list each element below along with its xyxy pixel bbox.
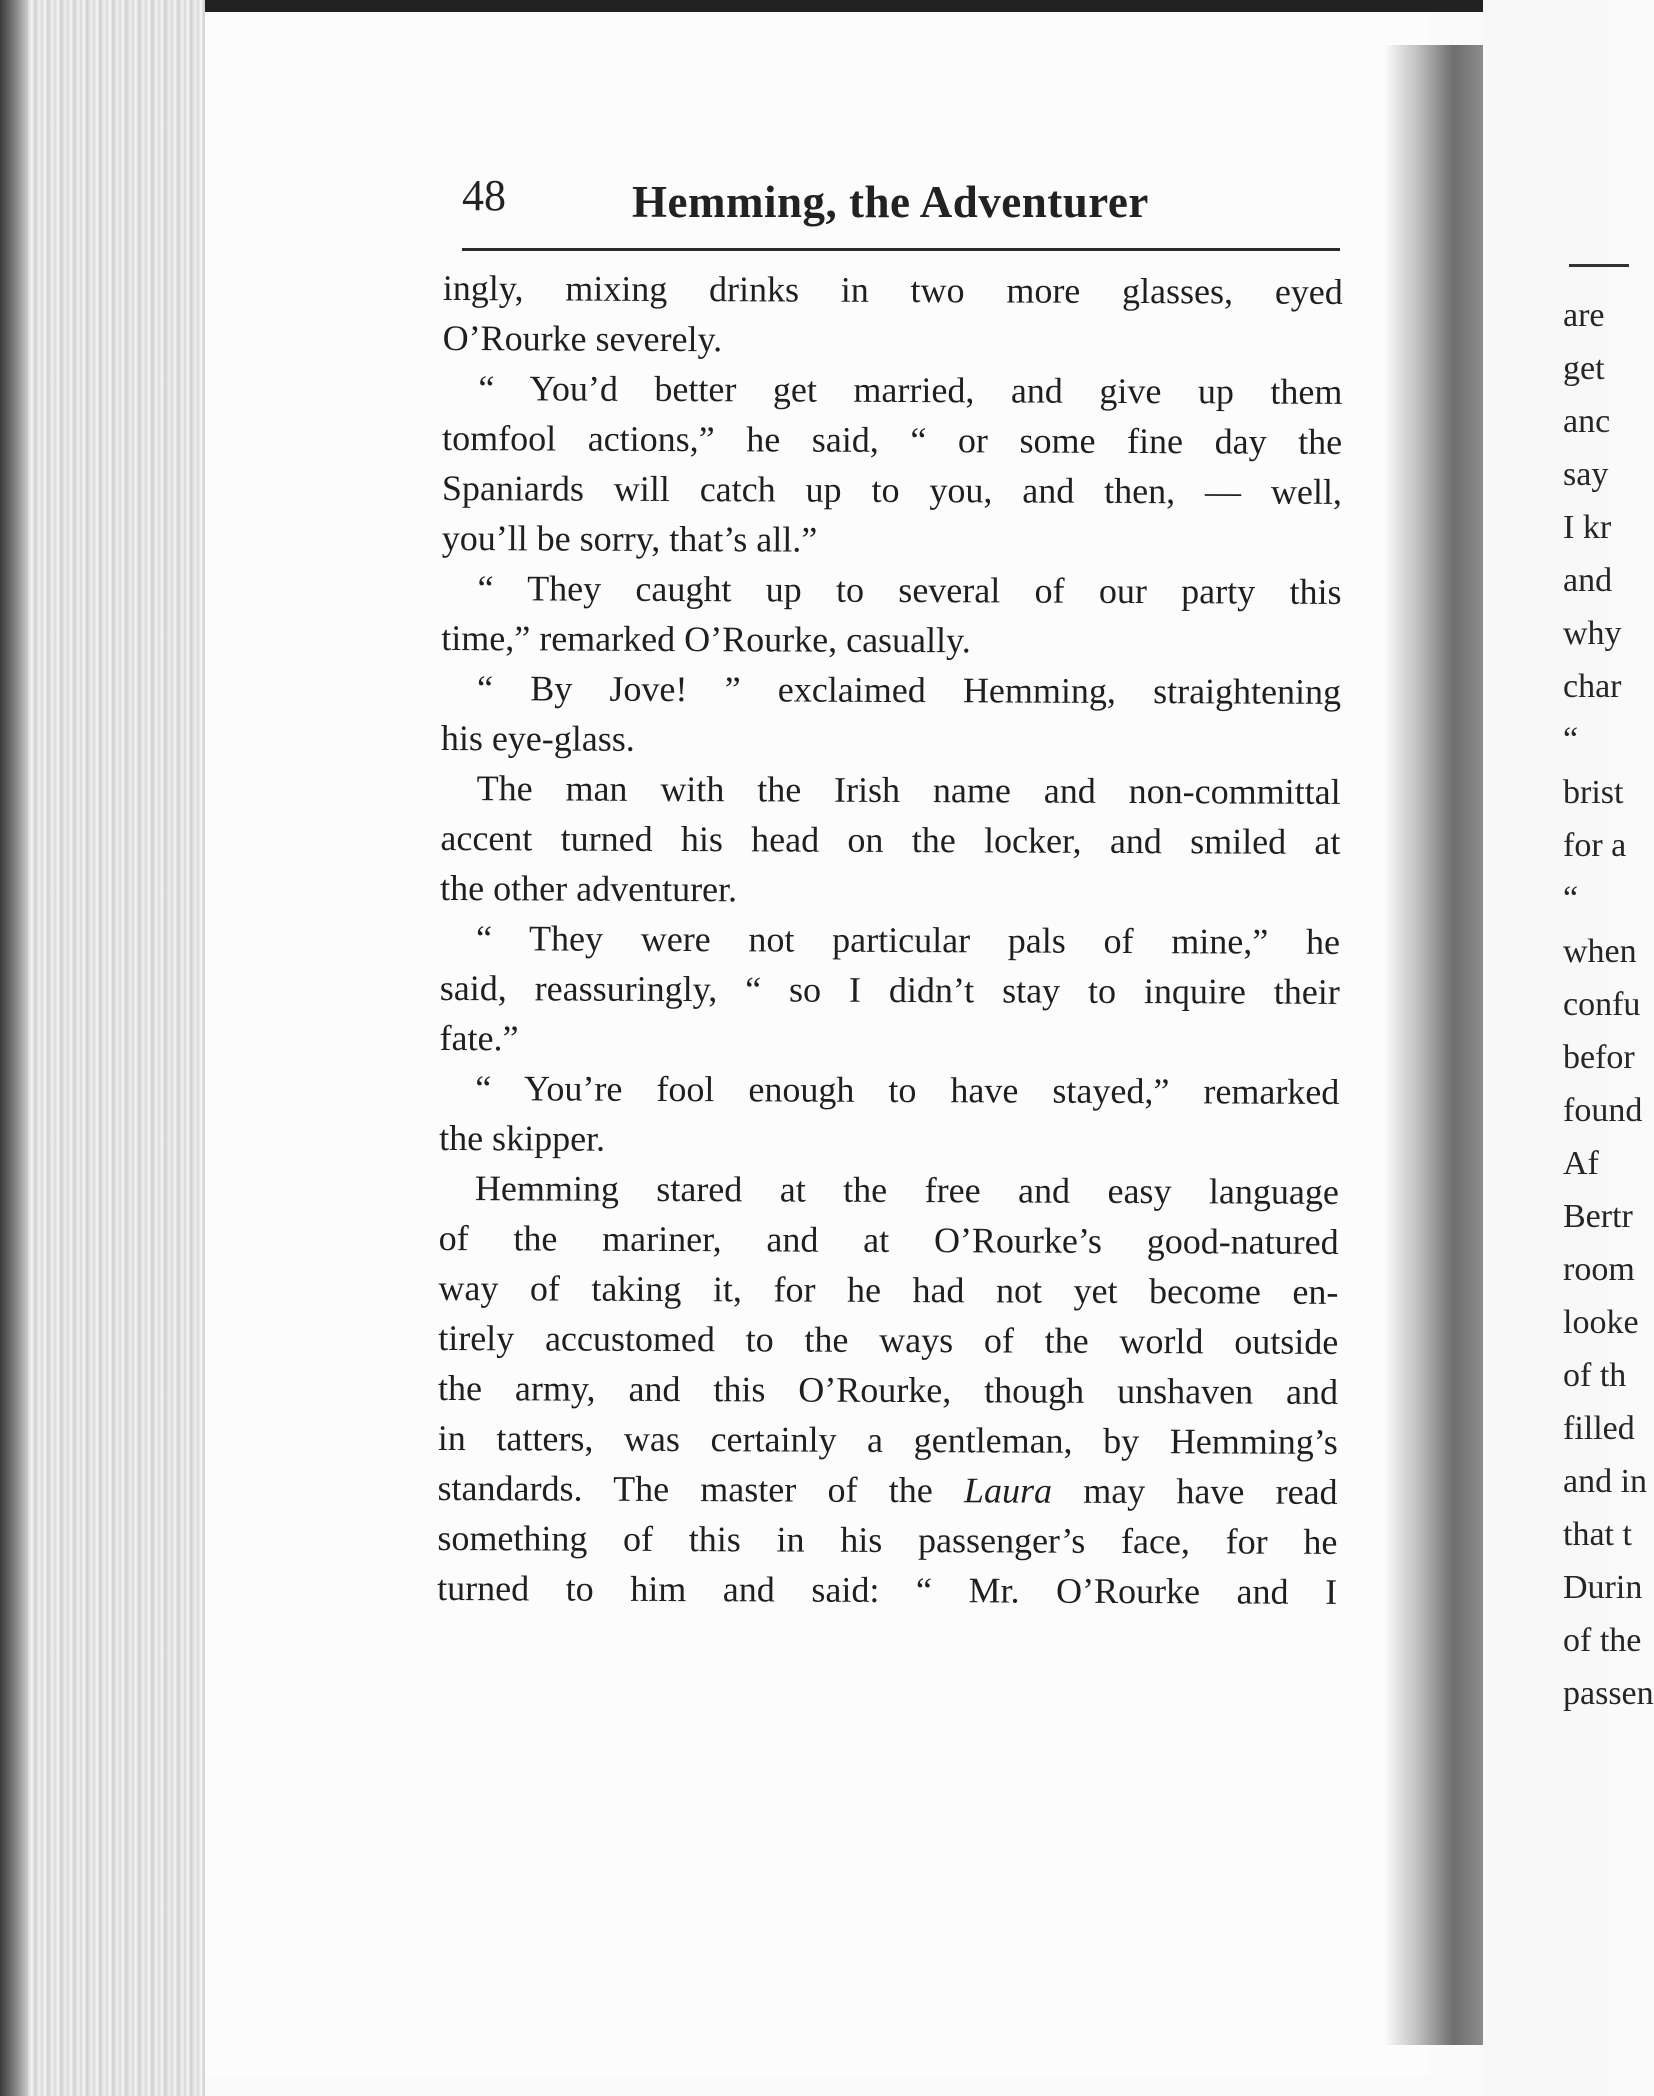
top-border (0, 0, 1608, 12)
facing-line: are (1563, 297, 1605, 334)
text-line: something of this in his passenger’s face, for he (437, 1517, 1338, 1562)
text-line: of the mariner, and at O’Rourke’s good-natured (438, 1217, 1339, 1262)
text-line: said, reassuringly, “ so I didn’t stay to inquire their (439, 967, 1340, 1012)
book-spine-shadow (0, 0, 28, 2096)
text-line: time,” remarked O’Rourke, casually. (441, 618, 971, 661)
text-line: you’ll be sorry, that’s all.” (441, 518, 818, 560)
facing-line: found (1563, 1092, 1643, 1129)
text-line: accent turned his head on the locker, and smiled at (440, 818, 1341, 862)
text-line: in tatters, was certainly a gentleman, by Hemming’s (437, 1417, 1338, 1462)
facing-line: Bertr (1563, 1198, 1633, 1235)
facing-page-rule (1569, 264, 1629, 267)
text-line: turned to him and said: “ Mr. O’Rourke and I (437, 1567, 1338, 1612)
text-line: his eye-glass. (440, 718, 635, 759)
facing-line: why (1563, 615, 1622, 652)
facing-line: I kr (1563, 509, 1612, 546)
facing-line: say (1563, 456, 1609, 493)
text-line: O’Rourke severely. (442, 318, 723, 360)
text-line: way of taking it, for he had not yet become en- (438, 1267, 1339, 1312)
text-line: the army, and this O’Rourke, though unshaven and (437, 1367, 1339, 1412)
facing-line: passen (1563, 1675, 1654, 1712)
facing-line: “ (1563, 721, 1579, 758)
facing-line: and in (1563, 1463, 1648, 1500)
facing-line: get (1563, 350, 1605, 387)
text-line: “ You’re fool enough to have stayed,” remarked (475, 1068, 1340, 1112)
page-body-text (437, 263, 1343, 1617)
facing-line: confu (1563, 986, 1641, 1023)
text-line (437, 1463, 1337, 1517)
text-line: fate.” (439, 1017, 519, 1059)
facing-line: anc (1563, 403, 1611, 440)
header-rule (462, 248, 1340, 251)
text-line: the skipper. (439, 1117, 606, 1159)
book-page-edges (0, 0, 205, 2096)
facing-line: Durin (1563, 1569, 1643, 1606)
facing-line: room (1563, 1251, 1635, 1288)
running-title: Hemming, the Adventurer (632, 177, 1149, 227)
facing-line: befor (1563, 1039, 1635, 1076)
facing-line: of th (1563, 1357, 1627, 1394)
text-line: “ They were not particular pals of mine,” he (475, 918, 1341, 962)
page-number: 48 (462, 171, 506, 220)
text-segment: standards. The master of the (437, 1467, 933, 1511)
book-gutter (1385, 45, 1483, 2045)
facing-line: filled (1563, 1410, 1635, 1447)
facing-line: looke (1563, 1304, 1639, 1341)
facing-line: “ (1563, 880, 1579, 917)
text-line: “ By Jove! ” exclaimed Hemming, straightening (477, 668, 1342, 712)
facing-line: and (1563, 562, 1613, 599)
text-line: tirely accustomed to the ways of the world outside (438, 1317, 1339, 1362)
text-line: The man with the Irish name and non-committal (476, 768, 1341, 812)
text-line: ingly, mixing drinks in two more glasses, eyed (442, 268, 1343, 312)
facing-line: when (1563, 933, 1637, 970)
facing-page (1483, 0, 1654, 2096)
facing-line: of the (1563, 1622, 1642, 1659)
text-line: the other adventurer. (440, 868, 738, 910)
page-header (462, 170, 1340, 250)
facing-line: brist (1563, 774, 1624, 811)
facing-line: that t (1563, 1516, 1632, 1553)
facing-line: char (1563, 668, 1622, 705)
text-line: tomfool actions,” he said, “ or some fine day the (442, 418, 1343, 462)
text-line: Spaniards will catch up to you, and then, — well, (441, 468, 1343, 512)
facing-line: Af (1563, 1145, 1599, 1182)
text-line: Hemming stared at the free and easy language (474, 1168, 1339, 1212)
facing-line: for a (1563, 827, 1627, 864)
text-line: “ You’d better get married, and give up them (478, 368, 1343, 412)
text-segment: may have read (1083, 1470, 1338, 1512)
text-line: “ They caught up to several of our party this (477, 568, 1342, 612)
ship-name: Laura (963, 1470, 1053, 1511)
